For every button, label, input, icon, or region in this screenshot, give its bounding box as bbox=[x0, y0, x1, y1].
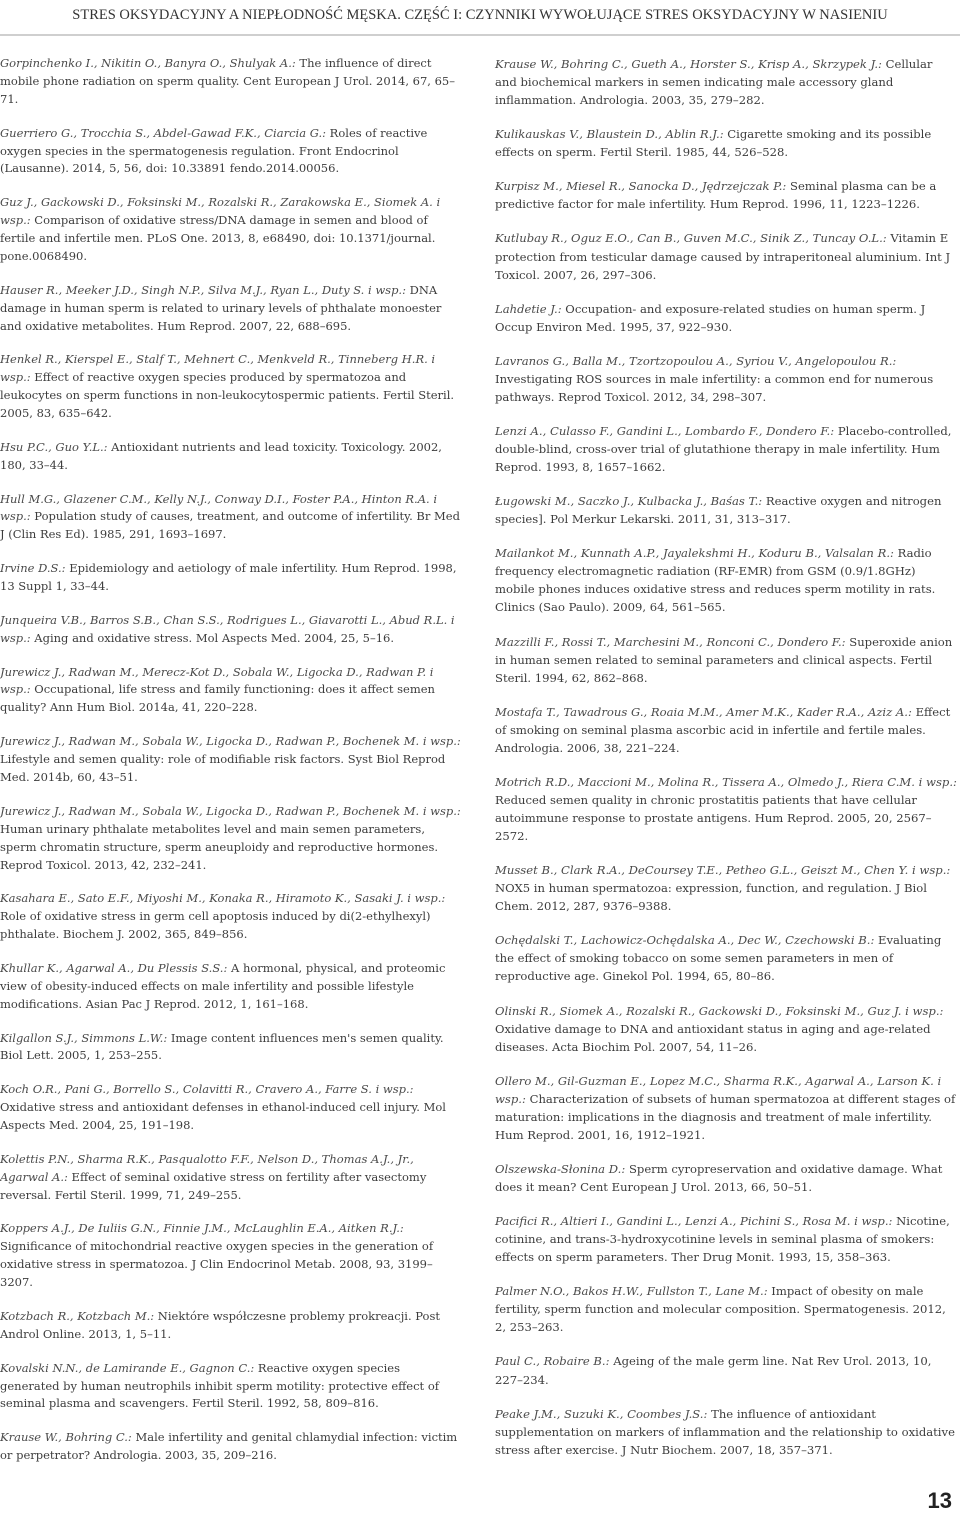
reference-details: Aging and oxidative stress. Mol Aspects Med. 2004, 25, 5–16. bbox=[30, 630, 395, 645]
reference-details: Reactive oxygen species generated by human neutrophils inhibit sperm motility: protective effect of seminal plasma and scavengers. Fertil Steril. 1992, 58, 809–816. bbox=[0, 1360, 439, 1411]
reference-details: Roles of reactive oxygen species in the spermatogenesis regulation. Front Endocrinol (Lausanne). 2014, 5, 56, doi: 10.33891 fendo.2014.00056. bbox=[0, 125, 428, 176]
reference-authors: Koppers A.J., De Iuliis G.N., Finnie J.M., McLaughlin E.A., Aitken R.J.: bbox=[0, 1221, 404, 1236]
reference-details: Oxidative damage to DNA and antioxidant status in aging and age-related diseases. Acta Biochim Pol. 2007, 54, 11–26. bbox=[495, 1021, 931, 1054]
reference-details: Lifestyle and semen quality: role of modifiable risk factors. Syst Biol Reprod Med. 2014b, 60, 43–51. bbox=[0, 752, 446, 784]
reference-authors: Kotzbach R., Kotzbach M.: bbox=[0, 1308, 155, 1323]
reference-authors: Paul C., Robaire B.: bbox=[495, 1354, 610, 1369]
reference-details: Seminal plasma can be a predictive factor for male infertility. Hum Reprod. 1996, 11, 1223–1226. bbox=[495, 179, 937, 212]
reference-details: Effect of reactive oxygen species produced by spermatozoa and leukocytes on sperm functions in non-leukocytospermic patients. Fertil Steril. 2005, 83, 635–642. bbox=[0, 370, 455, 421]
reference-authors: Kilgallon S.J., Simmons L.W.: bbox=[0, 1030, 168, 1045]
reference-entry bbox=[495, 1072, 957, 1144]
reference-entry bbox=[0, 612, 462, 648]
running-header bbox=[0, 0, 960, 36]
reference-entry bbox=[0, 733, 462, 787]
reference-authors: Krause W., Bohring C.: bbox=[0, 1430, 132, 1445]
reference-authors: Lavranos G., Balla M., Tzortzopoulou A., Syriou V., Angelopoulou R.: bbox=[495, 353, 897, 368]
reference-details: Sperm cyropreservation and oxidative damage. What does it mean? Cent European J Urol. 2013, 66, 50–51. bbox=[495, 1161, 943, 1194]
reference-authors: Palmer N.O., Bakos H.W., Fullston T., Lane M.: bbox=[495, 1284, 768, 1299]
reference-entry bbox=[0, 351, 462, 423]
reference-entry bbox=[0, 194, 462, 266]
reference-entry bbox=[0, 1429, 462, 1465]
reference-details: Occupation- and exposure-related studies on human sperm. J Occup Environ Med. 1995, 37, 922–930. bbox=[495, 301, 926, 334]
reference-details: Superoxide anion in human semen related to seminal parameters and clinical aspects. Fertil Steril. 1994, 62, 862–868. bbox=[495, 634, 953, 685]
reference-entry bbox=[0, 1151, 462, 1205]
reference-entry bbox=[495, 1160, 957, 1196]
reference-details: Evaluating the effect of smoking tobacco on some semen parameters in men of reproductive age. Ginekol Pol. 1994, 65, 80–86. bbox=[495, 933, 942, 984]
reference-details: A hormonal, physical, and proteomic view of obesity-induced effects on male infertility and possible lifestyle modifications. Asian Pac J Reprod. 2012, 1, 161–168. bbox=[0, 960, 446, 1011]
reference-entry bbox=[495, 703, 957, 757]
reference-authors: Ollero M., Gil-Guzman E., Lopez M.C., Sharma R.K., Agarwal A., Larson K. i wsp.: bbox=[495, 1073, 942, 1106]
reference-details: Cigarette smoking and its possible effects on sperm. Fertil Steril. 1985, 44, 526–528. bbox=[495, 127, 932, 160]
reference-details: Human urinary phthalate metabolites level and main semen parameters, sperm chromatin structure, sperm aneuploidy and reproductive hormones. Reprod Toxicol. 2013, 42, 232–241. bbox=[0, 821, 439, 872]
reference-entry bbox=[0, 1360, 462, 1414]
reference-entry bbox=[495, 931, 957, 985]
reference-details: Characterization of subsets of human spermatozoa at different stages of maturation: implications in the diagnosis and treatment of male infertility. Hum Reprod. 2001, 16, 1912–1921. bbox=[495, 1091, 956, 1142]
reference-details: Ageing of the male germ line. Nat Rev Urol. 2013, 10, 227–234. bbox=[495, 1354, 932, 1387]
reference-entry bbox=[495, 352, 957, 406]
reference-entry bbox=[0, 803, 462, 875]
reference-authors: Khullar K., Agarwal A., Du Plessis S.S.: bbox=[0, 960, 228, 975]
reference-authors: Irvine D.S.: bbox=[0, 561, 66, 576]
reference-entry bbox=[495, 177, 957, 213]
reference-details: Niektóre współczesne problemy prokreacji. Post Androl Online. 2013, 1, 5–11. bbox=[0, 1308, 440, 1341]
reference-entry bbox=[495, 422, 957, 476]
reference-details: DNA damage in human sperm is related to urinary levels of phthalate monoester and oxidative metabolites. Hum Reprod. 2007, 22, 688–695. bbox=[0, 282, 442, 333]
reference-authors: Krause W., Bohring C., Gueth A., Horster S., Krisp A., Skrzypek J.: bbox=[495, 57, 882, 71]
reference-entry bbox=[495, 1282, 957, 1336]
reference-entry bbox=[495, 300, 957, 336]
reference-entry bbox=[495, 1352, 957, 1388]
reference-authors: Lenzi A., Culasso F., Gandini L., Lombardo F., Dondero F.: bbox=[495, 423, 835, 438]
reference-entry bbox=[0, 439, 462, 475]
reference-authors: Ochędalski T., Lachowicz-Ochędalska A., Dec W., Czechowski B.: bbox=[495, 933, 875, 948]
reference-entry bbox=[0, 1308, 462, 1344]
reference-authors: Henkel R., Kierspel E., Stalf T., Mehnert C., Menkveld R., Tinneberg H.R. i wsp.: bbox=[0, 352, 436, 385]
reference-authors: Lahdetie J.: bbox=[495, 301, 562, 316]
reference-details: Nicotine, cotinine, and trans-3-hydroxycotinine levels in seminal plasma of smokers: effects on sperm parameters. Ther Drug Monit. 1993, 15, 358–363. bbox=[495, 1214, 950, 1265]
reference-authors: Kulikauskas V., Blaustein D., Ablin R.J.: bbox=[495, 127, 724, 142]
reference-details: Image content influences men's semen quality. Biol Lett. 2005, 1, 253–255. bbox=[0, 1030, 444, 1063]
reference-details: Effect of seminal oxidative stress on fertility after vasectomy reversal. Fertil Steril. 1999, 71, 249–255. bbox=[0, 1169, 427, 1202]
reference-entry bbox=[0, 1220, 462, 1292]
reference-authors: Kovalski N.N., de Lamirande E., Gagnon C.: bbox=[0, 1360, 255, 1375]
reference-details: The influence of antioxidant supplementation on markers of inflammation and the relationship to oxidative stress after exercise. J Nutr Biochem. 2007, 18, 357–371. bbox=[495, 1406, 955, 1457]
reference-authors: Mailankot M., Kunnath A.P., Jayalekshmi H., Koduru B., Valsalan R.: bbox=[495, 546, 894, 561]
reference-entry bbox=[495, 55, 957, 109]
reference-authors: Pacifici R., Altieri I., Gandini L., Lenzi A., Pichini S., Rosa M. i wsp.: bbox=[495, 1214, 893, 1229]
reference-entry bbox=[495, 773, 957, 845]
reference-details: Investigating ROS sources in male infertility: a common end for numerous pathways. Reprod Toxicol. 2012, 34, 298–307. bbox=[495, 371, 934, 404]
reference-details: Vitamin E protection from testicular damage caused by intraperitoneal aluminium. Int J Toxicol. 2007, 26, 297–306. bbox=[495, 231, 951, 282]
reference-entry bbox=[495, 1212, 957, 1266]
reference-details: Oxidative stress and antioxidant defenses in ethanol-induced cell injury. Mol Aspects Med. 2004, 25, 191–198. bbox=[0, 1100, 446, 1133]
reference-authors: Mazzilli F., Rossi T., Marchesini M., Ronconi C., Dondero F.: bbox=[495, 634, 846, 649]
reference-authors: Kurpisz M., Miesel R., Sanocka D., Jędrzejczak P.: bbox=[495, 179, 787, 194]
reference-entry bbox=[0, 960, 462, 1014]
reference-authors: Junqueira V.B., Barros S.B., Chan S.S., Rodrigues L., Giavarotti L., Abud R.L. i wsp.: bbox=[0, 612, 455, 645]
page-number: 13 bbox=[927, 1488, 952, 1513]
reference-authors: Hull M.G., Glazener C.M., Kelly N.J., Conway D.I., Foster P.A., Hinton R.A. i wsp.: bbox=[0, 491, 437, 524]
reference-details: Reduced semen quality in chronic prostatitis patients that have cellular autoimmune response to prostate antigens. Hum Reprod. 2005, 20, 2567–2572. bbox=[495, 792, 932, 844]
reference-entry bbox=[0, 664, 462, 718]
reference-column-left bbox=[0, 55, 462, 1481]
reference-authors: Olszewska-Słonina D.: bbox=[495, 1161, 626, 1176]
reference-details: Role of oxidative stress in germ cell apoptosis induced by di(2-ethylhexyl) phthalate. Biochem J. 2002, 365, 849–856. bbox=[0, 909, 431, 942]
reference-details: Cellular and biochemical markers in semen indicating male accessory gland inflammation. Andrologia. 2003, 35, 279–282. bbox=[495, 57, 933, 108]
reference-authors: Hsu P.C., Guo Y.L.: bbox=[0, 439, 108, 454]
reference-authors: Gorpinchenko I., Nikitin O., Banyra O., Shulyak A.: bbox=[0, 56, 296, 70]
reference-details: Impact of obesity on male fertility, sperm function and molecular composition. Spermatogenesis. 2012, 2, 253–263. bbox=[495, 1284, 946, 1335]
reference-authors: Koch O.R., Pani G., Borrello S., Colavitti R., Cravero A., Farre S. i wsp.: bbox=[0, 1082, 414, 1097]
reference-details: Epidemiology and aetiology of male infertility. Hum Reprod. 1998, 13 Suppl 1, 33–44. bbox=[0, 561, 457, 594]
reference-column-right bbox=[495, 55, 957, 1475]
reference-authors: Hauser R., Meeker J.D., Singh N.P., Silva M.J., Ryan L., Duty S. i wsp.: bbox=[0, 282, 406, 297]
reference-details: Antioxidant nutrients and lead toxicity. Toxicology. 2002, 180, 33–44. bbox=[0, 439, 442, 472]
running-title: STRES OKSYDACYJNY A NIEPŁODNOŚĆ MĘSKA. CZĘŚĆ I: CZYNNIKI WYWOŁUJĄCE STRES OKSYDACYJNY W NASIENIU bbox=[72, 7, 888, 23]
reference-authors: Mostafa T., Tawadrous G., Roaia M.M., Amer M.K., Kader R.A., Aziz A.: bbox=[495, 704, 912, 719]
reference-details: Effect of smoking on seminal plasma ascorbic acid in infertile and fertile males. Andrologia. 2006, 38, 221–224. bbox=[495, 704, 951, 755]
reference-details: Placebo-controlled, double-blind, cross-over trial of glutathione therapy in male infertility. Hum Reprod. 1993, 8, 1657–1662. bbox=[495, 423, 952, 475]
reference-authors: Kolettis P.N., Sharma R.K., Pasqualotto F.F., Nelson D., Thomas A.J., Jr., Agarwal A.: bbox=[0, 1151, 414, 1184]
reference-authors: Jurewicz J., Radwan M., Merecz-Kot D., Sobala W., Ligocka D., Radwan P. i wsp.: bbox=[0, 664, 434, 697]
reference-details: Reactive oxygen and nitrogen species]. Pol Merkur Lekarski. 2011, 31, 313–317. bbox=[495, 494, 942, 527]
reference-authors: Motrich R.D., Maccioni M., Molina R., Tissera A., Olmedo J., Riera C.M. i wsp.: bbox=[495, 774, 957, 789]
reference-entry bbox=[495, 125, 957, 161]
reference-details: The influence of direct mobile phone radiation on sperm quality. Cent European J Urol. 2014, 67, 65–71. bbox=[0, 56, 455, 106]
reference-details: Male infertility and genital chlamydial infection: victim or perpetrator? Andrologia. 2003, 35, 209–216. bbox=[0, 1430, 458, 1463]
reference-entry bbox=[495, 544, 957, 616]
reference-authors: Kutlubay R., Oguz E.O., Can B., Guven M.C., Sinik Z., Tuncay O.L.: bbox=[495, 231, 887, 246]
reference-authors: Kasahara E., Sato E.F., Miyoshi M., Konaka R., Hiramoto K., Sasaki J. i wsp.: bbox=[0, 891, 446, 906]
reference-entry bbox=[495, 1002, 957, 1056]
reference-authors: Olinski R., Siomek A., Rozalski R., Gackowski D., Foksinski M., Guz J. i wsp.: bbox=[495, 1003, 944, 1018]
reference-entry bbox=[495, 861, 957, 915]
reference-entry bbox=[495, 1405, 957, 1459]
reference-entry bbox=[0, 1030, 462, 1066]
reference-entry bbox=[495, 492, 957, 528]
reference-entry bbox=[495, 633, 957, 687]
header-rule bbox=[0, 34, 960, 36]
reference-details: Radio frequency electromagnetic radiation (RF-EMR) from GSM (0.9/1.8GHz) mobile phones induces oxidative stress and reduces sperm motility in rats. Clinics (Sao Paulo). 2009, 64, 561–565. bbox=[495, 546, 936, 615]
reference-authors: Peake J.M., Suzuki K., Coombes J.S.: bbox=[495, 1406, 708, 1421]
reference-details: Occupational, life stress and family functioning: does it affect semen quality? Ann Hum Biol. 2014a, 41, 220–228. bbox=[0, 682, 435, 715]
reference-entry bbox=[495, 229, 957, 283]
reference-entry bbox=[0, 560, 462, 596]
reference-entry bbox=[0, 282, 462, 336]
reference-details: Population study of causes, treatment, and outcome of infertility. Br Med J (Clin Res Ed). 1985, 291, 1693–1697. bbox=[0, 509, 460, 542]
reference-details: NOX5 in human spermatozoa: expression, function, and regulation. J Biol Chem. 2012, 287, 9376–9388. bbox=[495, 881, 927, 914]
reference-entry bbox=[0, 1081, 462, 1135]
reference-details: Comparison of oxidative stress/DNA damage in semen and blood of fertile and infertile men. PLoS One. 2013, 8, e68490, doi: 10.1371/journal. pone.0068490. bbox=[0, 213, 436, 263]
reference-authors: Guz J., Gackowski D., Foksinski M., Rozalski R., Zarakowska E., Siomek A. i wsp.: bbox=[0, 195, 441, 228]
reference-authors: Musset B., Clark R.A., DeCoursey T.E., Petheo G.L., Geiszt M., Chen Y. i wsp.: bbox=[495, 863, 951, 878]
reference-entry bbox=[0, 125, 462, 179]
reference-entry bbox=[0, 890, 462, 944]
reference-entry bbox=[0, 491, 462, 545]
reference-details: Significance of mitochondrial reactive oxygen species in the generation of oxidative stress in spermatozoa. J Clin Endocrinol Metab. 2008, 93, 3199–3207. bbox=[0, 1239, 434, 1290]
reference-authors: Ługowski M., Saczko J., Kulbacka J., Baśas T.: bbox=[495, 494, 763, 509]
reference-authors: Guerriero G., Trocchia S., Abdel-Gawad F.K., Ciarcia G.: bbox=[0, 125, 327, 140]
reference-entry bbox=[0, 55, 462, 109]
reference-authors: Jurewicz J., Radwan M., Sobala W., Ligocka D., Radwan P., Bochenek M. i wsp.: bbox=[0, 803, 461, 818]
reference-authors: Jurewicz J., Radwan M., Sobala W., Ligocka D., Radwan P., Bochenek M. i wsp.: bbox=[0, 734, 461, 749]
